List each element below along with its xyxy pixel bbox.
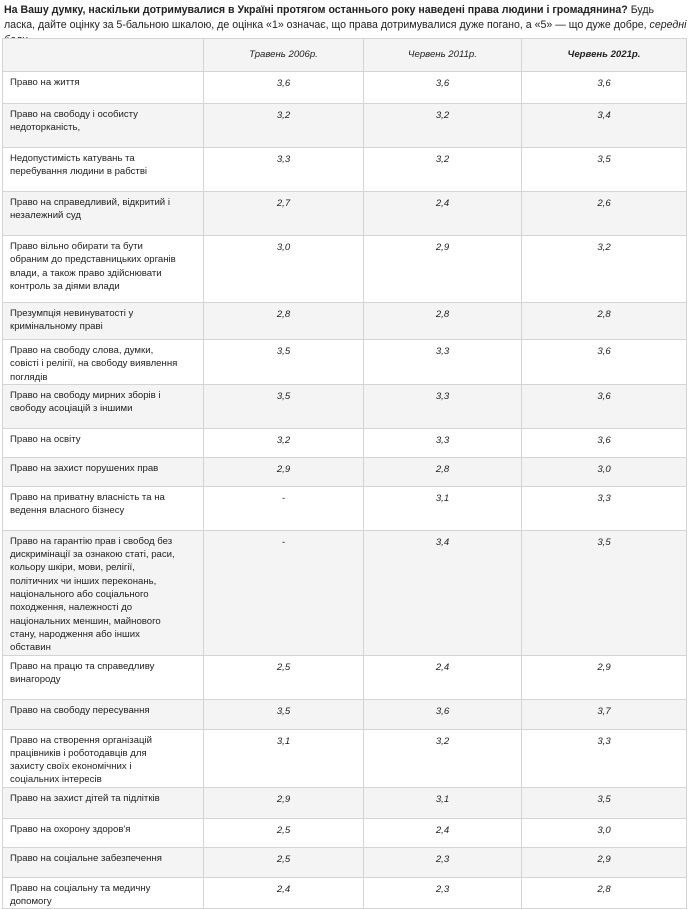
row-value: 2,8 bbox=[522, 877, 687, 909]
table-row bbox=[3, 877, 687, 909]
row-label: Право на свободу слова, думки, совісті і релігії, на свободу виявлення поглядів bbox=[3, 340, 204, 385]
row-value: 2,9 bbox=[522, 655, 687, 699]
row-value: 3,0 bbox=[522, 457, 687, 486]
row-value: 3,3 bbox=[364, 384, 522, 428]
question-instructions: Будь ласка, дайте оцінку за 5-бальною шкалою, де оцінка «1» означає, що права дотримувалися дуже погано, а «5» — що дуже добре, bbox=[4, 4, 655, 31]
row-value: 2,4 bbox=[364, 192, 522, 236]
table-row bbox=[3, 384, 687, 428]
table-row bbox=[3, 787, 687, 818]
row-value: 3,1 bbox=[364, 486, 522, 530]
row-value: 3,0 bbox=[204, 236, 364, 303]
table-row bbox=[3, 729, 687, 787]
column-header-2006: Травень 2006р. bbox=[204, 39, 364, 72]
row-label: Право на освіту bbox=[3, 428, 204, 457]
row-value: 2,9 bbox=[364, 236, 522, 303]
row-value: 3,6 bbox=[522, 72, 687, 104]
table-header-row bbox=[3, 39, 687, 72]
row-value: 2,8 bbox=[522, 303, 687, 340]
row-value: 3,4 bbox=[364, 530, 522, 655]
table-row bbox=[3, 818, 687, 847]
row-value: 2,9 bbox=[204, 457, 364, 486]
row-value: 3,2 bbox=[364, 148, 522, 192]
table-row bbox=[3, 655, 687, 699]
row-label: Недопустимість катувань та перебування людини в рабстві bbox=[3, 148, 204, 192]
row-value: 2,4 bbox=[364, 818, 522, 847]
row-value: 2,8 bbox=[204, 303, 364, 340]
row-value: 3,5 bbox=[204, 384, 364, 428]
row-label: Право на охорону здоров'я bbox=[3, 818, 204, 847]
row-value: 3,3 bbox=[204, 148, 364, 192]
column-header-2021: Червень 2021р. bbox=[522, 39, 687, 72]
row-value: 3,5 bbox=[522, 787, 687, 818]
row-value: 2,7 bbox=[204, 192, 364, 236]
row-value: 3,6 bbox=[364, 699, 522, 729]
table-row bbox=[3, 148, 687, 192]
table-row bbox=[3, 104, 687, 148]
row-value: 3,2 bbox=[522, 236, 687, 303]
table-row bbox=[3, 340, 687, 385]
row-value: 3,6 bbox=[522, 384, 687, 428]
question-unit-note: середні bbox=[649, 19, 687, 31]
row-value: 2,5 bbox=[204, 818, 364, 847]
column-header-2011: Червень 2011р. bbox=[364, 39, 522, 72]
row-label: Право на працю та справедливу винагороду bbox=[3, 655, 204, 699]
row-value: 2,5 bbox=[204, 655, 364, 699]
row-label: Право на свободу пересування bbox=[3, 699, 204, 729]
row-value: 3,5 bbox=[522, 530, 687, 655]
row-value: 2,9 bbox=[522, 847, 687, 877]
row-value: 2,8 bbox=[364, 303, 522, 340]
row-value: 2,3 bbox=[364, 877, 522, 909]
row-label: Право на свободу мирних зборів і свободу асоціацій з іншими bbox=[3, 384, 204, 428]
table-row bbox=[3, 192, 687, 236]
table-row bbox=[3, 428, 687, 457]
row-value: 3,3 bbox=[364, 428, 522, 457]
row-value: 2,8 bbox=[364, 457, 522, 486]
row-value: 3,1 bbox=[364, 787, 522, 818]
row-label: Право на приватну власність та на ведення власного бізнесу bbox=[3, 486, 204, 530]
row-label: Право на соціальне забезпечення bbox=[3, 847, 204, 877]
table-row bbox=[3, 72, 687, 104]
row-value: 3,6 bbox=[204, 72, 364, 104]
row-value: 3,2 bbox=[204, 428, 364, 457]
row-label: Право на справедливий, відкритий і незалежний суд bbox=[3, 192, 204, 236]
row-value: 3,5 bbox=[204, 340, 364, 385]
table-row bbox=[3, 847, 687, 877]
row-value: 2,6 bbox=[522, 192, 687, 236]
row-label: Право на соціальну та медичну допомогу bbox=[3, 877, 204, 909]
table-row bbox=[3, 303, 687, 340]
row-label: Презумпція невинуватості у кримінальному праві bbox=[3, 303, 204, 340]
row-value: - bbox=[204, 530, 364, 655]
row-value: 3,0 bbox=[522, 818, 687, 847]
row-value: 3,2 bbox=[364, 104, 522, 148]
row-value: 3,6 bbox=[364, 72, 522, 104]
row-value: 3,7 bbox=[522, 699, 687, 729]
header-empty-cell bbox=[3, 39, 204, 72]
row-value: 3,3 bbox=[364, 340, 522, 385]
row-value: 3,2 bbox=[204, 104, 364, 148]
row-label: Право на захист порушених прав bbox=[3, 457, 204, 486]
row-value: 3,6 bbox=[522, 340, 687, 385]
row-value: 3,1 bbox=[204, 729, 364, 787]
row-label: Право на життя bbox=[3, 72, 204, 104]
row-value: 3,3 bbox=[522, 729, 687, 787]
row-value: 3,5 bbox=[522, 148, 687, 192]
table-row bbox=[3, 530, 687, 655]
row-label: Право на захист дітей та підлітків bbox=[3, 787, 204, 818]
row-value: 2,4 bbox=[364, 655, 522, 699]
row-value: 2,3 bbox=[364, 847, 522, 877]
row-value: 3,4 bbox=[522, 104, 687, 148]
row-value: 3,6 bbox=[522, 428, 687, 457]
ratings-table bbox=[2, 38, 687, 909]
row-value: 2,5 bbox=[204, 847, 364, 877]
row-label: Право вільно обирати та бути обраним до представницьких органів влади, а також право здійснювати контроль за діями влади bbox=[3, 236, 204, 303]
row-value: 3,2 bbox=[364, 729, 522, 787]
table-row bbox=[3, 236, 687, 303]
table-row bbox=[3, 486, 687, 530]
row-label: Право на гарантію прав і свобод без дискримінації за ознакою статі, раси, кольору шкіри, мови, релігії, політичних чи інших переконань, національного або соціального походження, належності до національних меншин, майнового стану, народження або інших обставин bbox=[3, 530, 204, 655]
row-value: 3,3 bbox=[522, 486, 687, 530]
row-value: 2,4 bbox=[204, 877, 364, 909]
row-label: Право на свободу і особисту недоторканість, bbox=[3, 104, 204, 148]
row-label: Право на створення організацій працівників і роботодавців для захисту своїх економічних і соціальних інтересів bbox=[3, 729, 204, 787]
question-bold: На Вашу думку, наскільки дотримувалися в Україні протягом останнього року наведені права людини і громадянина? bbox=[4, 4, 628, 16]
table-row bbox=[3, 699, 687, 729]
table-row bbox=[3, 457, 687, 486]
row-value: 3,5 bbox=[204, 699, 364, 729]
row-value: - bbox=[204, 486, 364, 530]
row-value: 2,9 bbox=[204, 787, 364, 818]
table-body bbox=[3, 72, 687, 909]
